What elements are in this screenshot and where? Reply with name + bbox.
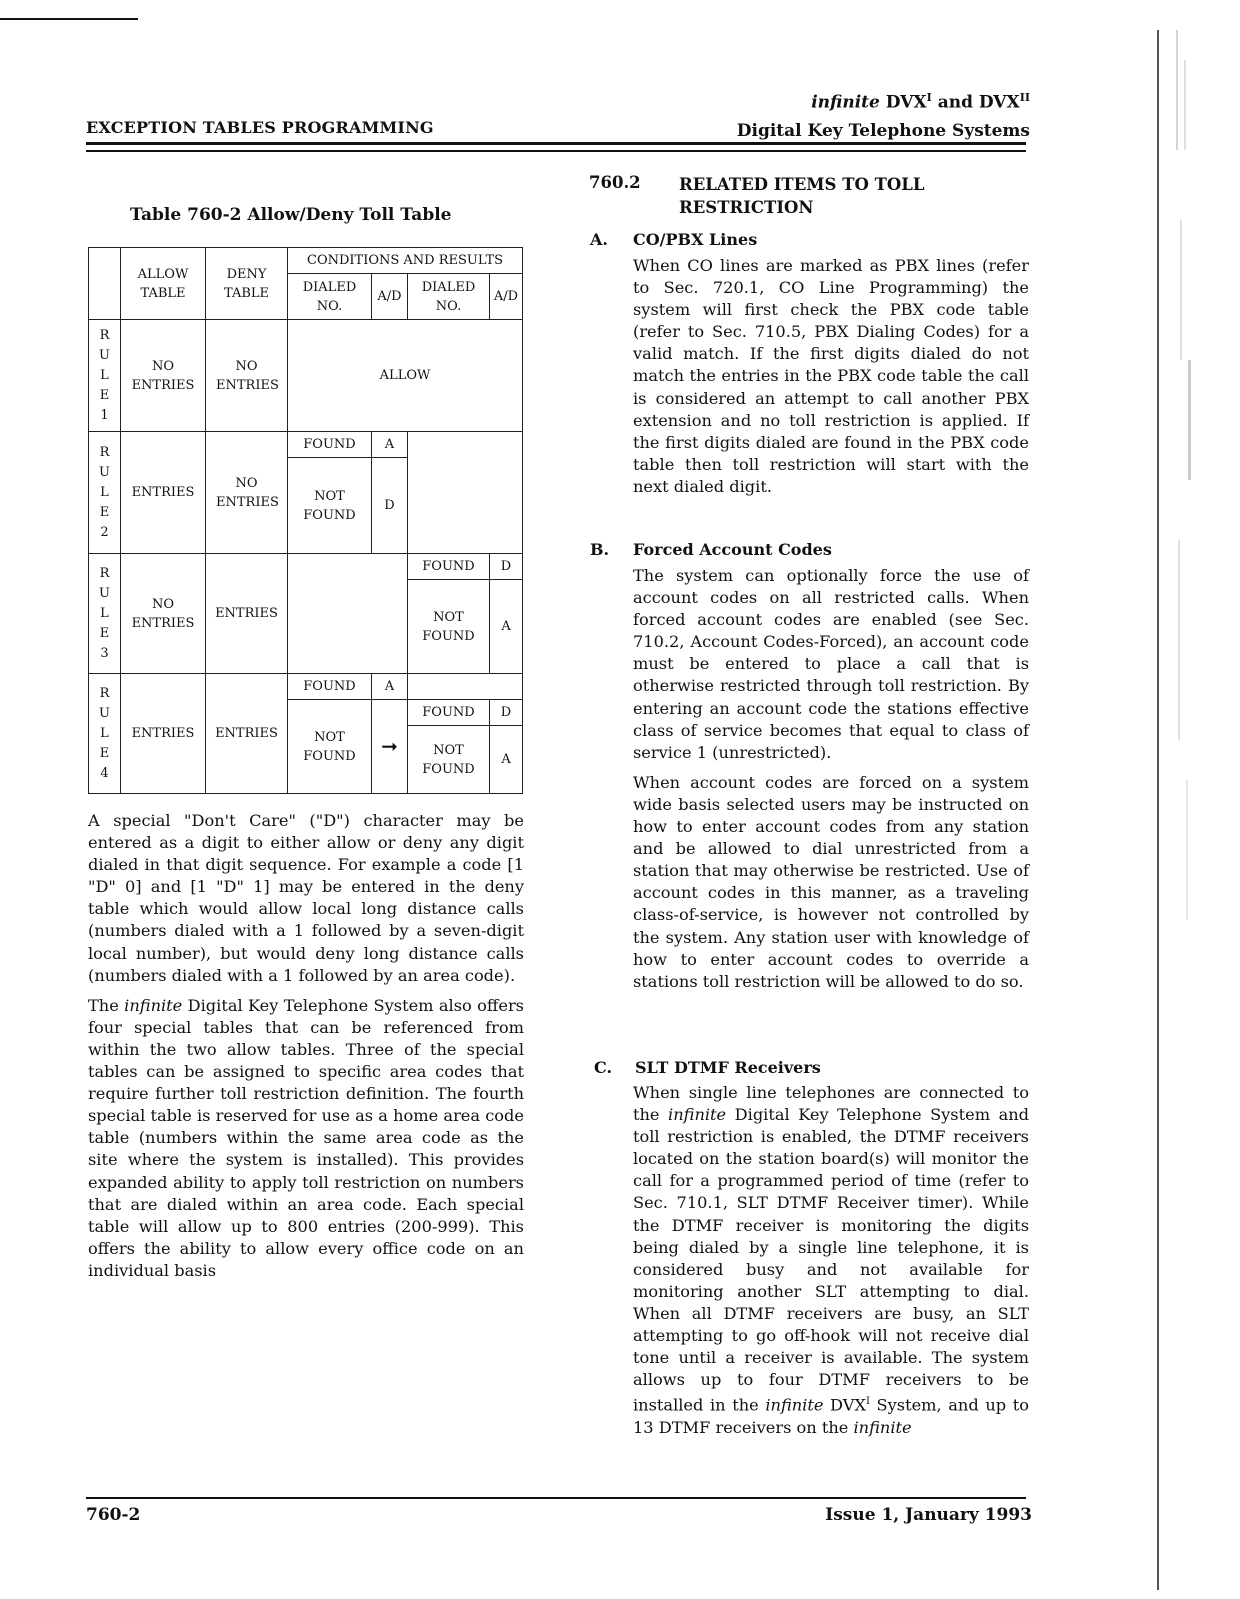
brand-name: infinite <box>811 92 880 113</box>
rule-4-sub-not-found: NOT FOUND <box>408 726 490 794</box>
rule-2-label: R U L E 2 <box>89 432 121 554</box>
table-title: Table 760-2 Allow/Deny Toll Table <box>130 205 452 225</box>
issue-date: Issue 1, January 1993 <box>825 1505 1032 1525</box>
rule-3-allow: NO ENTRIES <box>121 554 206 674</box>
sub-c-title: SLT DTMF Receivers <box>635 1058 821 1077</box>
rule-3-empty <box>288 554 408 674</box>
rule-4-sub-not-found-ad: A <box>490 726 523 794</box>
header-subtitle: Digital Key Telephone Systems <box>736 120 1030 141</box>
head-deny-table: DENY TABLE <box>206 248 288 320</box>
table-corner <box>89 248 121 320</box>
rule-2-empty <box>408 432 523 554</box>
rule-2-deny: NO ENTRIES <box>206 432 288 554</box>
rule-3-found: FOUND <box>408 554 490 580</box>
sub-b-title: Forced Account Codes <box>633 540 832 559</box>
product-sup-1: I <box>926 91 932 104</box>
rule-3-label: R U L E 3 <box>89 554 121 674</box>
sub-c-letter: C. <box>594 1058 613 1077</box>
header-left-title: EXCEPTION TABLES PROGRAMMING <box>86 118 434 137</box>
head-allow-table: ALLOW TABLE <box>121 248 206 320</box>
footer-rule <box>86 1497 1026 1499</box>
rule-4-top-empty <box>408 674 523 700</box>
rule-4-allow: ENTRIES <box>121 674 206 794</box>
head-dialed-no-1: DIALED NO. <box>288 274 372 320</box>
co-pbx-lines-paragraph: When CO lines are marked as PBX lines (refer to Sec. 720.1, CO Line Programming) the system will first check the PBX code table (refer to Sec. 710.5, PBX Dialing Codes) for a valid match. If the first digits dialed do not match the entries in the PBX code table the call is considered an attempt to call another PBX extension and no toll restriction is applied. If the first digits dialed are found in the PBX code table then toll restriction will start with the next dialed digit. <box>633 256 1029 496</box>
left-column <box>88 810 524 1290</box>
margin-rule <box>1157 30 1159 1590</box>
rule-1-deny: NO ENTRIES <box>206 320 288 432</box>
rule-4-deny: ENTRIES <box>206 674 288 794</box>
forced-account-codes-text <box>633 565 1029 1001</box>
head-ad-1: A/D <box>372 274 408 320</box>
sub-a-letter: A. <box>590 230 608 249</box>
rule-2-not-found: NOT FOUND <box>288 458 372 554</box>
header-product-line <box>737 84 1030 117</box>
rule-1-label: R U L E 1 <box>89 320 121 432</box>
scan-margin-texture <box>1172 20 1200 1580</box>
header-right <box>737 84 1030 145</box>
rule-2-not-found-ad: D <box>372 458 408 554</box>
dont-care-paragraph: A special "Don't Care" ("D") character may be entered as a digit to either allow or deny any digit dialed in that digit sequence. For example a code [1 "D" 0] and [1 "D" 1] may be entered in the deny table which would allow local long distance calls (numbers dialed with a 1 followed by a seven-digit local number), but would deny long distance calls (numbers dialed with a 1 followed by an area code). <box>88 811 524 985</box>
rule-3-found-ad: D <box>490 554 523 580</box>
rule-4-arrow: ➞ <box>372 700 408 794</box>
rule-4-label: R U L E 4 <box>89 674 121 794</box>
section-number: 760.2 <box>589 173 641 192</box>
rule-1-result: ALLOW <box>288 320 523 432</box>
rule-4-found: FOUND <box>288 674 372 700</box>
page-number: 760-2 <box>86 1505 141 1525</box>
slt-dtmf-text <box>633 1082 1029 1447</box>
rule-3-deny: ENTRIES <box>206 554 288 674</box>
allow-deny-toll-table <box>88 247 523 794</box>
slt-dtmf-paragraph: When single line telephones are connected to the infinite Digital Key Telephone System and toll restriction is enabled, the DTMF receivers located on the station board(s) will monitor the call for a programmed period of time (refer to Sec. 710.1, SLT DTMF Receiver timer). While the DTMF receiver is monitoring the digits being dialed by a single line telephone, it is considered busy and not available for monitoring another SLT attempting to dial. When all DTMF receivers are busy, an SLT attempting to go off-hook will not receive dial tone until a receiver is available. The system allows up to four DTMF receivers to be installed in the infinite $DVX^I$ System, and up to 13 DTMF receivers on the infinite <box>633 1083 1030 1437</box>
rule-4-sub-found-ad: D <box>490 700 523 726</box>
rule-3-not-found-ad: A <box>490 580 523 674</box>
section-title: RELATED ITEMS TO TOLL RESTRICTION <box>679 175 925 217</box>
rule-2-allow: ENTRIES <box>121 432 206 554</box>
rule-3-not-found: NOT FOUND <box>408 580 490 674</box>
top-rule <box>0 18 138 20</box>
sub-b-letter: B. <box>590 540 610 559</box>
header-rule-thick <box>86 142 1026 145</box>
rule-2-found-ad: A <box>372 432 408 458</box>
head-dialed-no-2: DIALED NO. <box>408 274 490 320</box>
product-and: and DVX <box>937 92 1020 113</box>
rule-4-found-ad: A <box>372 674 408 700</box>
sub-a-title: CO/PBX Lines <box>633 230 758 249</box>
head-conditions: CONDITIONS AND RESULTS <box>288 248 523 274</box>
co-pbx-lines-text <box>633 255 1029 506</box>
forced-account-paragraph-1: The system can optionally force the use of account codes on all restricted calls. When forced account codes are enabled (see Sec. 710.2, Account Codes-Forced), an account code must be entered to place a call that is otherwise restricted through toll restriction. By entering an account code the stations effective class of service becomes that equal to class of service 1 (unrestricted). <box>633 566 1029 762</box>
special-tables-paragraph: The infinite Digital Key Telephone System also offers four special tables that can be referenced from within the two allow tables. Three of the special tables can be assigned to specific area codes that require further toll restriction definition. The fourth special table is reserved for use as a home area code table (numbers within the same area code as the site where the system is installed). This provides expanded ability to apply toll restriction on numbers that are dialed within an area code. Each special table will allow up to 800 entries (200-999). This offers the ability to allow every office code on an individual basis <box>88 995 524 1280</box>
rule-2-found: FOUND <box>288 432 372 458</box>
rule-4-not-found: NOT FOUND <box>288 700 372 794</box>
rule-1-allow: NO ENTRIES <box>121 320 206 432</box>
rule-4-sub-found: FOUND <box>408 700 490 726</box>
forced-account-paragraph-2: When account codes are forced on a system wide basis selected users may be instructed on how to enter account codes from any station and be allowed to dial unrestricted from a station that may otherwise be restricted. Use of account codes in this manner, as a traveling class-of-service, is however not controlled by the system. Any station user with knowledge of how to enter account codes to override a stations toll restriction will be allowed to do so. <box>633 772 1029 991</box>
header-rule-thin <box>86 150 1026 152</box>
product-sup-2: II <box>1019 91 1030 104</box>
product-name: DVX <box>885 92 927 113</box>
head-ad-2: A/D <box>490 274 523 320</box>
